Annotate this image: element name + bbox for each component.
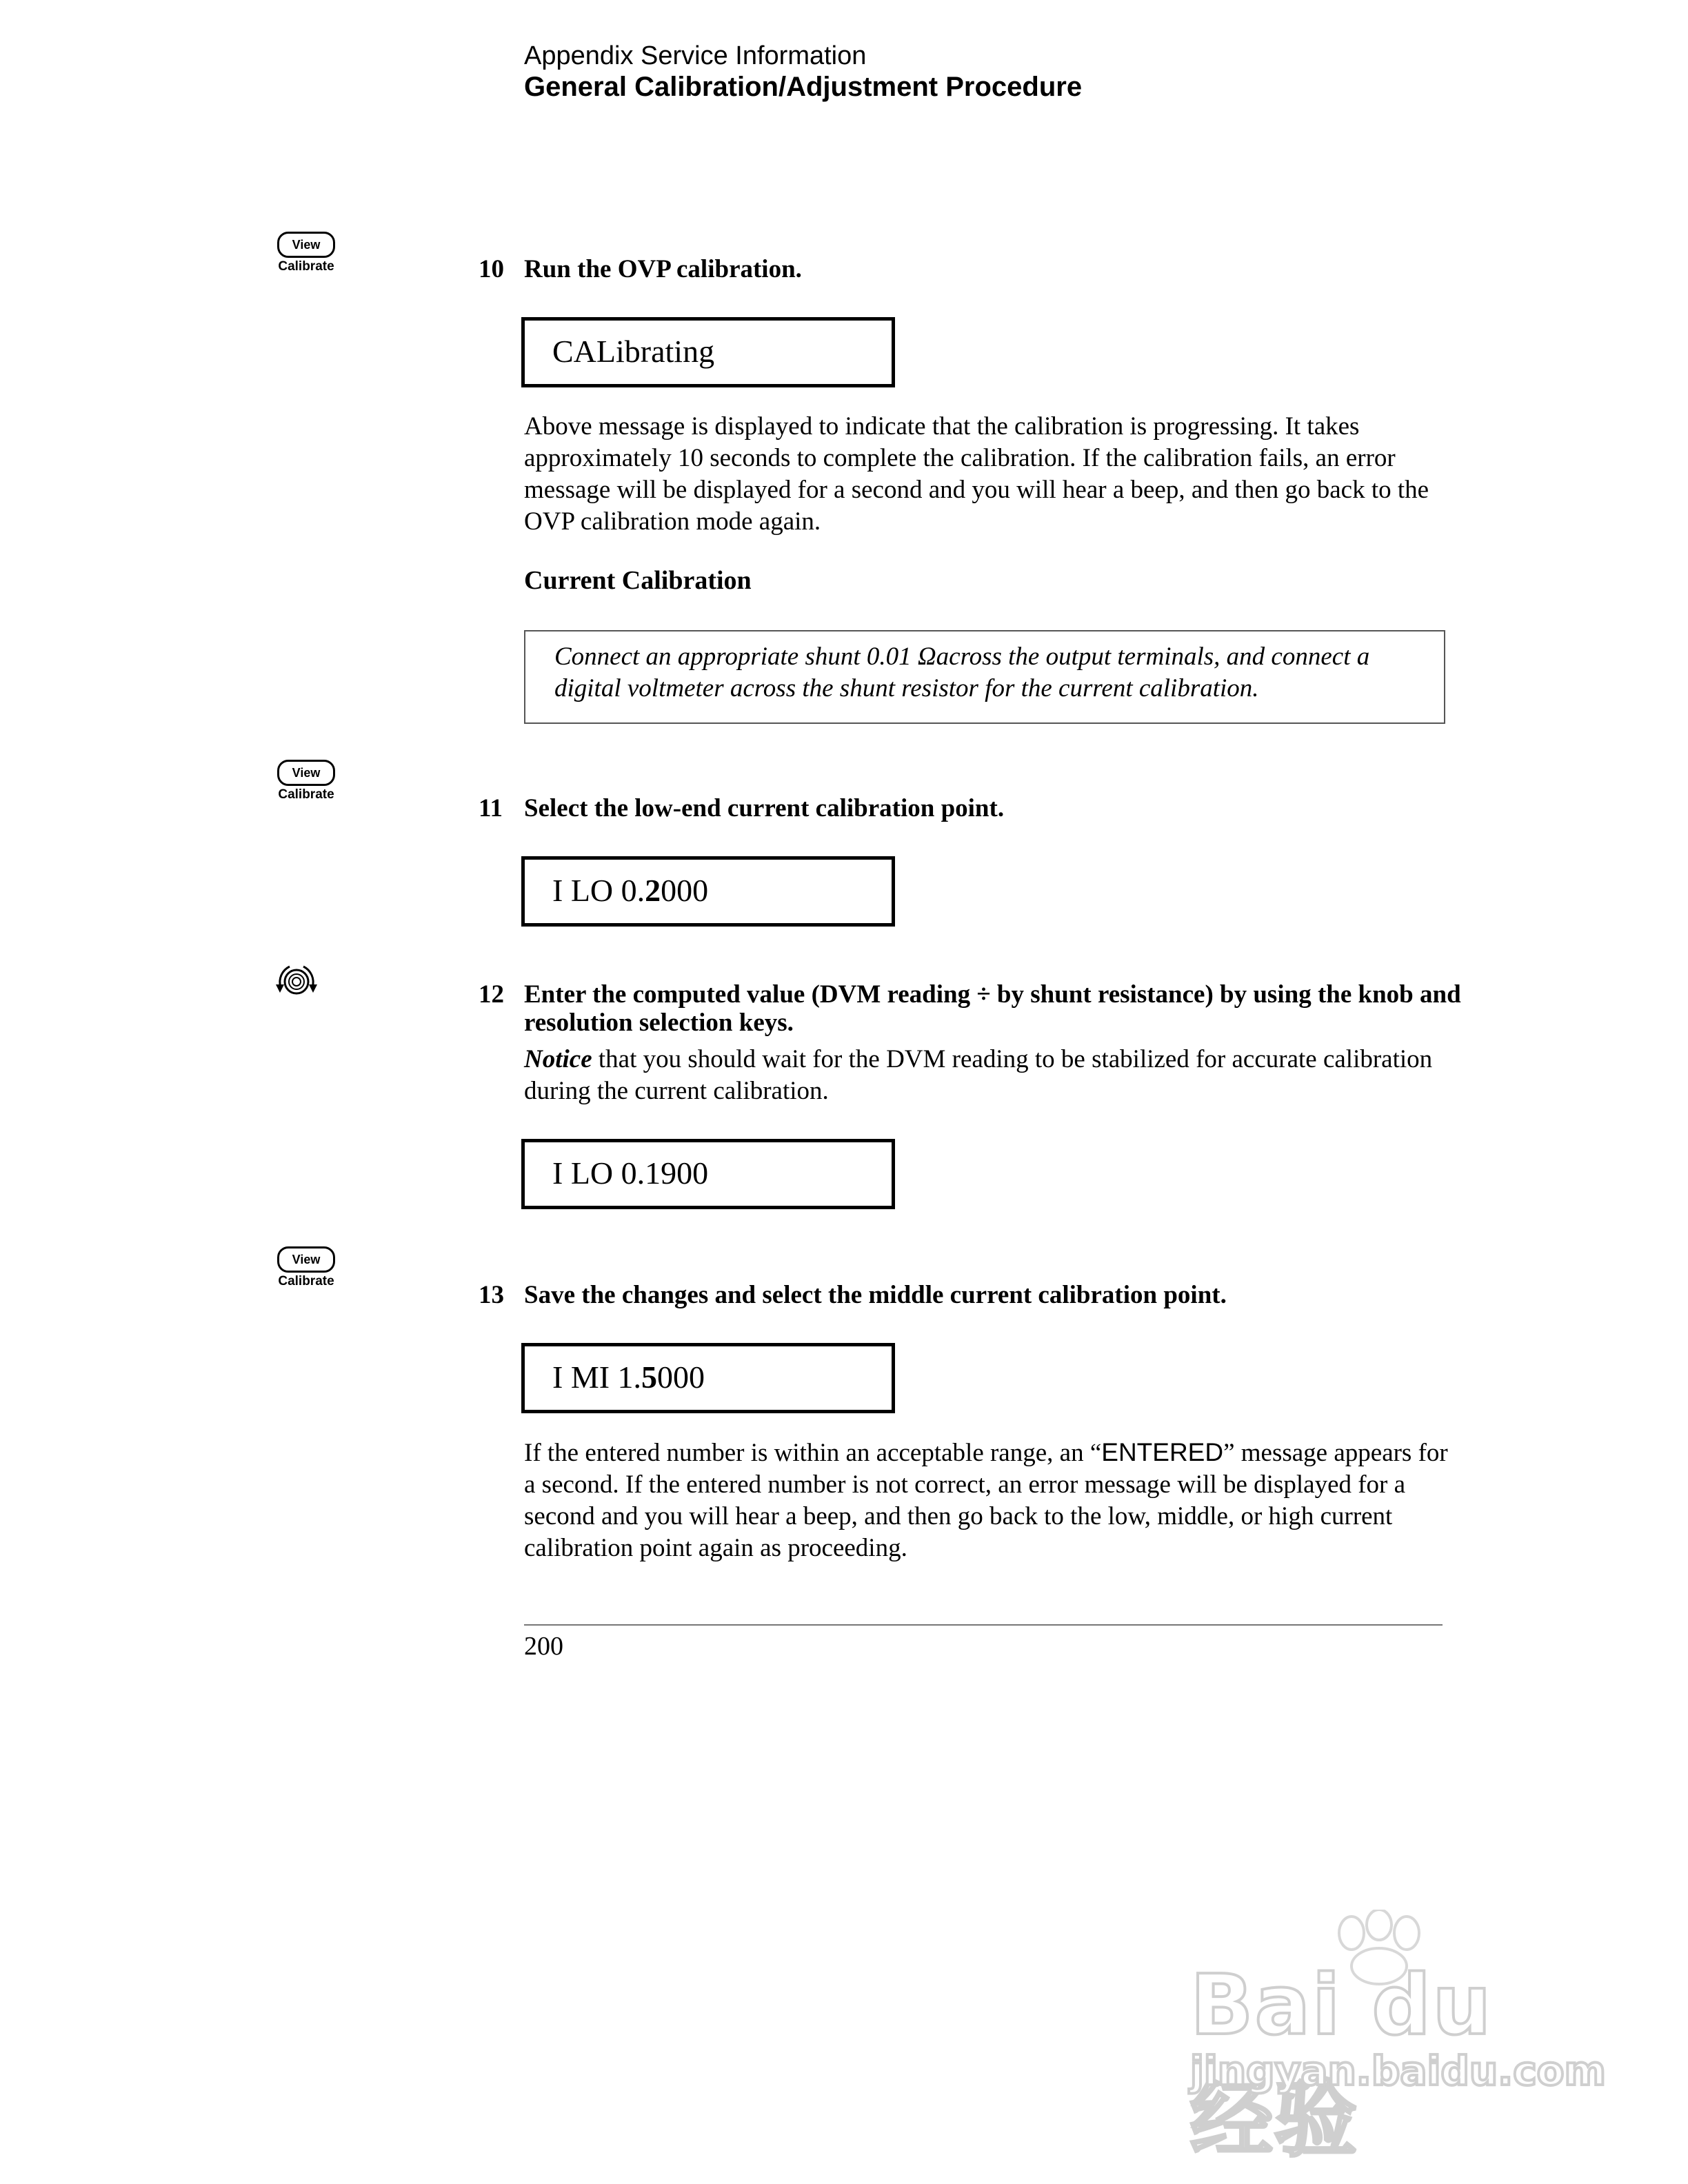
calibrating-description: Above message is displayed to indicate that the calibration is progressing. It takes approximately 10 seconds to complete the calibration. If the calibration fails, an error message will be displayed for a second and you will hear a beep, and then go back to the OVP calibration mode again. (524, 412, 1429, 536)
entered-message-description (524, 1437, 1448, 1564)
lcd-value-prefix: I LO 0. (552, 873, 645, 908)
lcd-display-calibrating: CALibrating (521, 317, 895, 387)
page-number: 200 (524, 1632, 563, 1661)
notice-paragraph (524, 1044, 1448, 1107)
lcd-cursor-digit: 2 (645, 873, 661, 908)
calibrate-label: Calibrate (278, 1274, 334, 1288)
view-calibrate-key-icon (274, 232, 338, 274)
step-number: 13 (479, 1281, 504, 1309)
step-text: Run the OVP calibration. (524, 255, 802, 283)
baidu-watermark (1172, 1910, 1606, 2168)
view-key: View (277, 1246, 335, 1273)
lcd-cursor-digit: 5 (641, 1359, 658, 1395)
lcd-value-rest: 000 (657, 1359, 705, 1395)
entered-text-post: ” message appears for a second. If the entered number is not correct, an error message will be displayed for a second and you will hear a beep, and then go back to the low, middle, or high current calibration point again as proceeding. (524, 1439, 1448, 1562)
watermark-url: jingyan.baidu.com (1190, 2048, 1606, 2094)
lcd-display-ilo-default (521, 856, 895, 927)
lcd-value-rest: 000 (661, 873, 709, 908)
header-section-title: Appendix Service Information (524, 41, 867, 70)
notice-text: that you should wait for the DVM reading to be stabilized for accurate calibration during the current calibration. (524, 1045, 1433, 1105)
view-calibrate-key-icon (274, 1246, 338, 1289)
view-key: View (277, 232, 335, 258)
lcd-display-ilo-entered: I LO 0.1900 (521, 1139, 895, 1209)
footer-divider (524, 1624, 1443, 1626)
step-number: 12 (479, 980, 504, 1009)
rotary-knob-icon (269, 960, 331, 1004)
view-key: View (277, 760, 335, 786)
view-calibrate-key-icon (274, 760, 338, 802)
step-text: Save the changes and select the middle current calibration point. (524, 1281, 1227, 1309)
watermark-brand: Bai du 经验 (1190, 1958, 1493, 2168)
notice-word: Notice (524, 1045, 592, 1073)
lcd-display-imi-default (521, 1343, 895, 1413)
step-number: 10 (479, 255, 504, 283)
step-text: Select the low-end current calibration point. (524, 794, 1005, 822)
calibrate-label: Calibrate (278, 259, 334, 274)
lcd-value-prefix: I MI 1. (552, 1359, 642, 1395)
connect-shunt-note: Connect an appropriate shunt 0.01 Ωacross the output terminals, and connect a digital voltmeter across the shunt resistor for the current calibration. (524, 630, 1445, 724)
step-number: 11 (479, 794, 503, 822)
entered-text-pre: If the entered number is within an acceptable range, an “ (524, 1439, 1102, 1467)
entered-keyword: ENTERED (1101, 1438, 1224, 1466)
header-procedure-title: General Calibration/Adjustment Procedure (524, 72, 1083, 102)
current-calibration-heading: Current Calibration (524, 566, 752, 595)
step-text: Enter the computed value (DVM reading ÷ by shunt resistance) by using the knob and resolution selection keys. (524, 980, 1461, 1037)
calibrate-label: Calibrate (278, 787, 334, 802)
